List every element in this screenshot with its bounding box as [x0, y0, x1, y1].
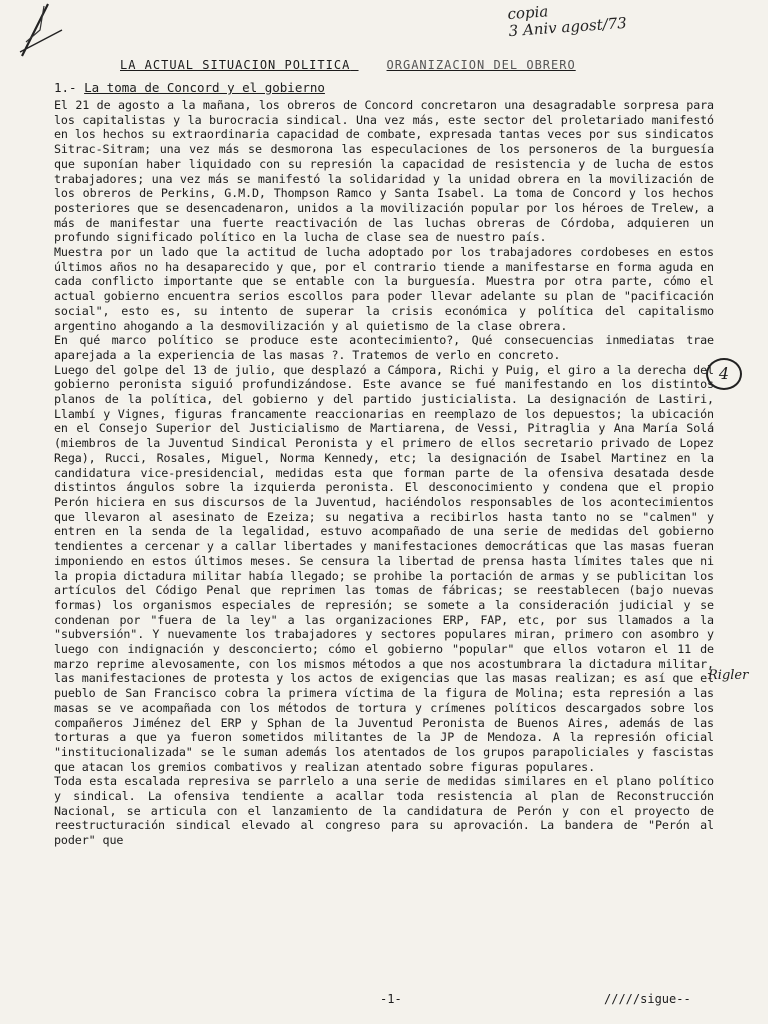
section-heading	[54, 80, 325, 95]
paragraph: En qué marco político se produce este acontecimiento?, Qué consecuencias inmediatas trae aparejada a la experiencia de las masas ?. Tratemos de verlo en concreto.	[54, 333, 714, 362]
pen-stroke-mark	[18, 0, 66, 64]
continues-marker: /////sigue--	[604, 992, 691, 1006]
title-main: LA ACTUAL SITUACION POLITICA	[120, 58, 351, 72]
document-title	[120, 58, 576, 72]
section-number: 1.-	[54, 80, 77, 95]
circled-number-mark: 4	[706, 358, 742, 390]
paragraph: El 21 de agosto a la mañana, los obreros de Concord concretaron una desagradable sorpresa para los capitalistas y la burocracia sindical. Una vez más, este sector del proletariado manifestó en los hechos su extraordinaria capacidad de combate, expresada tantas veces por sus sindicatos Sitrac-Sitram; una vez más se desmorona las especulaciones de los personeros de la burguesía que suponían haber liquidado con su represión la capacidad de resistencia y de lucha de estos trabajadores; una vez más se manifestó la solidaridad y la unidad obrera en la movilización de los obreros de Perkins, G.M.D, Thompson Ramco y Santa Isabel. La toma de Concord y los hechos posteriores que se desencadenaron, unidos a la movilización popular por los héroes de Trelew, a más de manifestar una fuerte reactivación de las luchas obreras de Córdoba, adquieren un profundo significado político en la lucha de clase sea de nuestro país.	[54, 98, 714, 245]
paragraph: Muestra por un lado que la actitud de lucha adoptado por los trabajadores cordobeses en estos últimos años no ha desaparecido y que, por el contrario tiende a manifestarse en forma aguda en cada conflicto importante que se entable con la burguesía. Muestra por otra parte, cómo el actual gobierno encuentra serios escollos para poder llevar adelante su plan de "pacificación social", esto es, su intento de superar la crisis económica y política del capitalismo argentino ahogando a la desmovilización y al quietismo de la clase obrera.	[54, 245, 714, 333]
paragraph: Toda esta escalada represiva se parrlelo a una serie de medidas similares en el plano político y sindical. La ofensiva tendiente a acallar toda resistencia al plan de Reconstrucción Nacional, se articula con el lanzamiento de la candidatura de Perón y con el proyecto de reestructuración sindical elevado al congreso para su aprovación. La bandera de "Perón al poder" que	[54, 774, 714, 848]
body-text	[54, 98, 714, 990]
paragraph: Luego del golpe del 13 de julio, que desplazó a Cámpora, Richi y Puig, el giro a la derecha del gobierno peronista siguió profundizándose. Este avance se fué manifestando en los distintos planos de la política, del gobierno y del partido justicialista. La designación de Lastiri, Llambí y Vignes, figuras francamente reaccionarias en reemplazo de los depuestos; la ubicación en el Consejo Superior del Justicialismo de Martiarena, de Vessi, Pitraglia y Ana María Solá (miembros de la Juventud Sindical Peronista y el primero de ellos secretario privado de Lopez Rega), Rucci, Rosales, Miguel, Norma Kennedy, etc; la designación de Isabel Martinez en la candidatura vice-presidencial, medidas esta que forman parte de la ofensiva desatada desde distintos ángulos sobre la izquierda peronista. El desconocimiento y condena que el propio Perón hiciera en sus discursos de la Juventud, haciéndolos responsables de los acontecimientos que llevaron al asesinato de Ezeiza; su negativa a recibirlos hasta tanto no se "calmen" y entren en la senda de la legalidad, estuvo acompañado de una serie de medidas del gobierno tendientes a cercenar y a callar libertades y manifestaciones democráticas que las masas fueran imponiendo en estos últimos meses. Se censura la libertad de prensa hasta límites tales que ni la propia dictadura militar había llegado; se prohibe la portación de armas y se publicitan los artículos del Código Penal que reprimen las tomas de fábricas; se reestablecen (bajo nuevas formas) los organismos especiales de represión; se somete a la consideración judicial y se condenan por "fuera de la ley" a las organizaciones ERP, FAP, etc, por sus llamados a la "subversión". Y nuevamente los trabajadores y sectores populares miran, primero con asombro y luego con indignación y desconcierto; cómo el gobierno "popular" que ellos votaron el 11 de marzo reprime alevosamente, con los mismos métodos a que nos acostumbrara la dictadura militar, las manifestaciones de protesta y los actos de exigencias que las masas realizan; es así que el pueblo de San Francisco cobra la primera víctima de la figura de Molina; esta represión a las masas se ve acompañada con los métodos de tortura y crímenes políticos descargados sobre los compañeros Jiménez del ERP y Sphan de la Juventud Peronista de Buenos Aires, además de las torturas a que ya fueron sometidos militantes de la JP de Mendoza. A la represión oficial "institucionalizada" se le suman además los atentados de los grupos parapoliciales y fascistas que atacan los gremios combativos y realizan atentado sobre figuras populares.	[54, 362, 714, 774]
page-number: -1-	[380, 992, 402, 1006]
handwritten-note: copia 3 Aniv agost/73	[506, 2, 628, 41]
title-organization: ORGANIZACION DEL OBRERO	[386, 58, 576, 72]
margin-handwritten-note: Rigler	[708, 668, 749, 683]
section-title: La toma de Concord y el gobierno	[84, 80, 325, 95]
